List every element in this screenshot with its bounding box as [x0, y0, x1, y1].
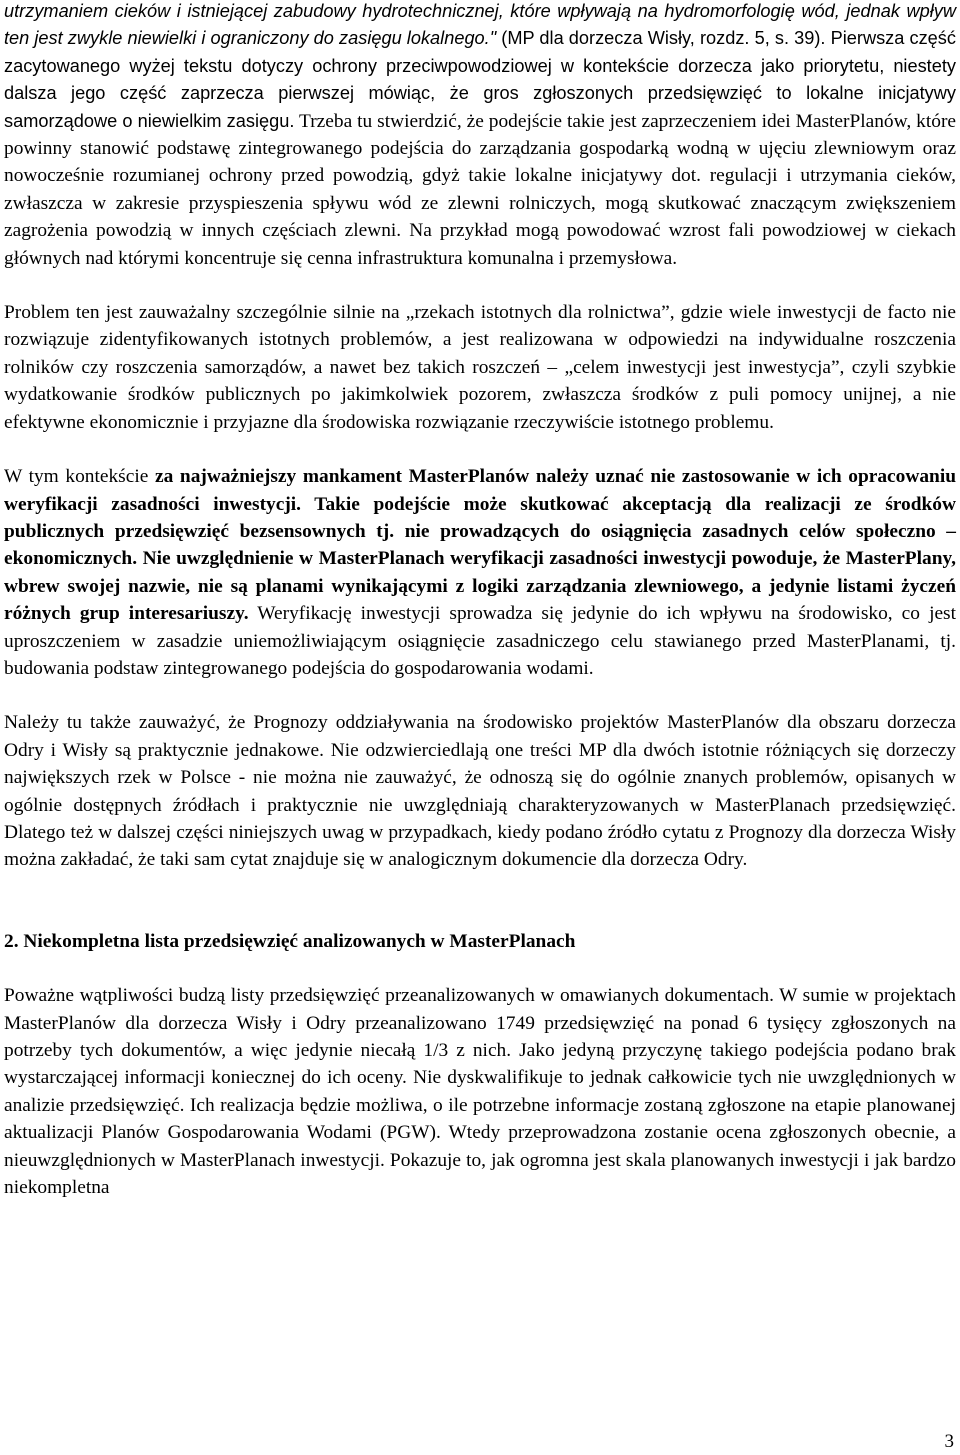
commentary-sans: Pierwsza część zacytowanego wyżej tekstu dotyczy ochrony przeciwpowodziowej w kontekście dorzecza jako priorytetu, niestety dalsza jego część zaprzecza pierwszej mówiąc, że gros zgłoszonych przedsięwzięć to lokalne inicjatywy samorządowe o niewielkim zasięgu. — [4, 28, 956, 131]
page-number: 3 — [944, 1431, 954, 1452]
paragraph-5: Poważne wątpliwości budzą listy przedsięwzięć przeanalizowanych w omawianych dokumentach. W sumie w projektach MasterPlanów dla dorzecza Wisły i Odry przeanalizowano 1749 przedsięwzięć na ponad 6 tysięcy zgłoszonych na potrzeby tych dokumentów, a więc jedynie niecałą 1/3 z nich. Jako jedyną przyczynę takiego podejścia podano brak wystarczającej informacji koniecznej do ich oceny. Nie dyskwalifikuje to jednak całkowicie tych nie uwzględnionych w analizie przedsięwzięć. Ich realizacja będzie możliwa, o ile potrzebne informacje zostaną zgłoszone na etapie planowanej aktualizacji Planów Gospodarowania Wodami (PGW). Wtedy przeprowadzona zostanie ocena zgłoszonych obecnie, a nieuwzględnionych w MasterPlanach inwestycji. Pokazuje to, jak ogromna jest skala planowanych inwestycji i jak bardzo niekompletna — [4, 985, 956, 1199]
quote-tail: utrzymaniem cieków i istniejącej zabudowy hydrotechnicznej, które wpływają na hydromorfologię wód, jednak wpływ ten jest zwykle niewielki i ograniczony do zasięgu lokalnego." — [4, 1, 956, 49]
document-page — [4, 0, 956, 1201]
paragraph-1 — [4, 0, 956, 272]
citation: (MP dla dorzecza Wisły, rozdz. 5, s. 39). — [496, 28, 826, 49]
section-heading: 2. Niekompletna lista przedsięwzięć analizowanych w MasterPlanach — [4, 930, 576, 952]
paragraph-3-bold: za najważniejszy mankament MasterPlanów należy uznać nie zastosowanie w ich opracowaniu weryfikacji zasadności inwestycji. Takie podejście może skutkować akceptacją dla realizacji ze środków publicznych przedsięwzięć bezsensownych tj. nie prowadzących do osiągnięcia zasadnych celów społeczno – ekonomicznych. Nie uwzględnienie w MasterPlanach weryfikacji zasadności inwestycji powoduje, że MasterPlany, wbrew swojej nazwie, nie są planami wynikającymi z logiki zarządzania zlewniowego, a jedynie listami życzeń różnych grup interesariuszy. — [4, 466, 956, 625]
paragraph-3-rest: Weryfikację inwestycji sprowadza się jedynie do ich wpływu na środowisko, co jest uproszczeniem w zasadzie uniemożliwiającym osiągnięcie zasadniczego celu stawianego przed MasterPlanami, tj. budowania podstaw zintegrowanego podejścia do gospodarowania wodami. — [4, 603, 956, 679]
paragraph-3 — [4, 463, 956, 682]
paragraph-3-intro: W tym kontekście — [4, 466, 155, 488]
paragraph-4: Należy tu także zauważyć, że Prognozy oddziaływania na środowisko projektów MasterPlanów dla obszaru dorzecza Odry i Wisły są praktycznie jednakowe. Nie odzwierciedlają one treści MP dla dwóch istotnie różniących się dorzeczy największych rzek w Polsce - nie można nie zauważyć, że odnoszą się do ogólnie znanych problemów, opisanych w ogólnie dostępnych źródłach i praktycznie nie uwzględniają charakteryzowanych w MasterPlanach przedsięwzięć. Dlatego też w dalszej części niniejszych uwag w przypadkach, kiedy podano źródło cytatu z Prognozy dla dorzecza Wisły można zakładać, że taki sam cytat znajduje się w analogicznym dokumencie dla dorzecza Odry. — [4, 712, 956, 871]
paragraph-2: Problem ten jest zauważalny szczególnie silnie na „rzekach istotnych dla rolnictwa”, gdzie wiele inwestycji de facto nie rozwiązuje zidentyfikowanych istotnych problemów, a jest realizowana w odpowiedzi na indywidualne roszczenia rolników czy roszczenia samorządów, a nawet bez takich roszczeń – „celem inwestycji jest inwestycja”, czyli szybkie wydatkowanie środków publicznych po jakimkolwiek pozorem, zwłaszcza środków z puli pomocy unijnej, a nie efektywne ekonomicznie i przyjazne dla środowiska rozwiązanie rzeczywiście istotnego problemu. — [4, 302, 956, 433]
commentary-serif: Trzeba tu stwierdzić, że podejście takie jest zaprzeczeniem idei MasterPlanów, które powinny stanowić podstawę zintegrowanego podejścia do zarządzania gospodarką wodną w ujęciu zlewniowym oraz nowocześnie rozumianej ochrony przed powodzią, gdyż takie lokalne inicjatywy dot. regulacji i utrzymania cieków, zwłaszcza w zakresie przyspieszenia spływu wód ze zlewni rolniczych, mogą skutkować znaczącym zwiększeniem zagrożenia powodzią w innych częściach zlewni. Na przykład mogą powodować wzrost fali powodziowej w ciekach głównych nad którymi koncentruje się cenna infrastruktura komunalna i przemysłowa. — [4, 110, 957, 269]
